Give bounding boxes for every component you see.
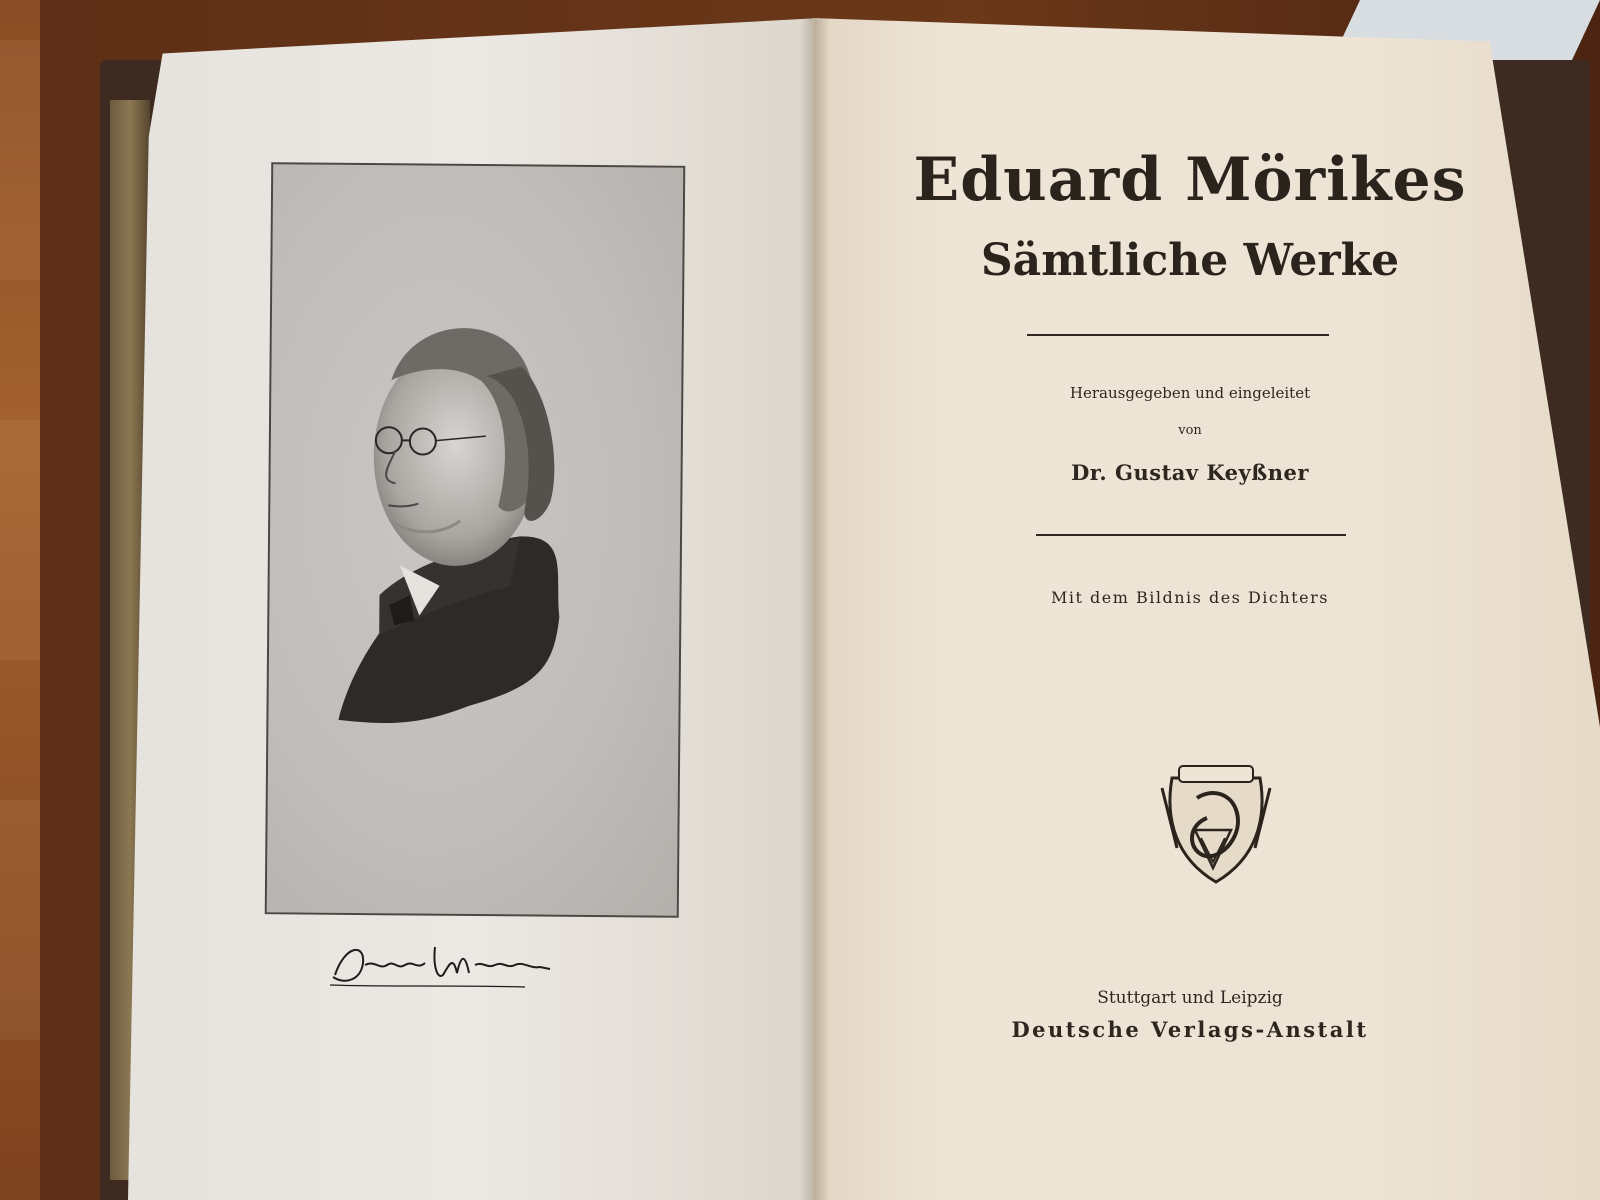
- editor-rule: [1036, 534, 1346, 536]
- editor-name: Dr. Gustav Keyßner: [1071, 460, 1309, 485]
- book-title: Eduard Mörikes: [913, 145, 1467, 215]
- portrait-note: Mit dem Bildnis des Dichters: [1051, 588, 1329, 607]
- portrait-engraving: [265, 162, 686, 918]
- publication-place: Stuttgart und Leipzig: [1097, 988, 1283, 1008]
- publisher-name: Deutsche Verlags-Anstalt: [1011, 1017, 1369, 1042]
- title-rule: [1027, 334, 1329, 336]
- editor-intro: Herausgegeben und eingeleitet: [1069, 384, 1311, 402]
- editor-von: von: [1178, 423, 1202, 438]
- portrait-engraving-icon: [267, 164, 684, 916]
- griffin-shield-icon: [1157, 758, 1275, 886]
- author-signature: [325, 935, 575, 995]
- book-gutter: [800, 18, 830, 1200]
- publisher-emblem: [1157, 758, 1275, 886]
- book-subtitle: Sämtliche Werke: [980, 235, 1400, 286]
